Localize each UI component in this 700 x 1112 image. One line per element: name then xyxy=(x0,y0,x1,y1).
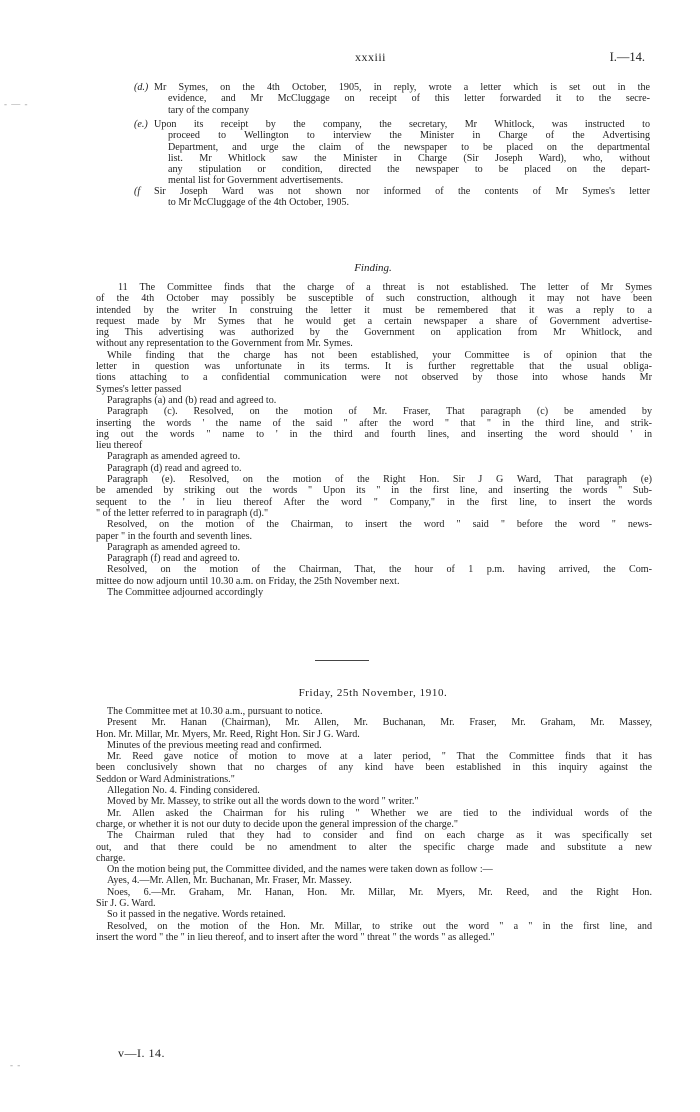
text-line: Paragraphs (a) and (b) read and agreed to. xyxy=(107,394,277,406)
text-line: Mr. Allen asked the Chairman for his ruling " Whether we are tied to the individual words of the xyxy=(107,807,652,819)
text-line: Allegation No. 4. Finding considered. xyxy=(107,785,260,797)
minutes-paragraph xyxy=(96,921,652,944)
minutes-paragraph xyxy=(96,864,652,875)
item-text xyxy=(154,186,650,209)
text-line: Present Mr. Hanan (Chairman), Mr. Allen, Mr. Buchanan, Mr. Fraser, Mr. Graham, Mr. Massey, xyxy=(107,717,652,729)
text-line: evidence, and Mr McCluggage on receipt of this letter forwarded it to the secre- xyxy=(168,93,650,105)
text-line: charge, or whether it is not our duty to decide upon the general impression of the charge." xyxy=(96,818,458,830)
minutes-paragraph xyxy=(96,808,652,831)
text-line: Mr. Reed gave notice of motion to move at a later period, " That the Committee finds that it has xyxy=(107,751,652,763)
minutes-paragraph xyxy=(96,751,652,785)
text-line: out, and that there could be no amendment to alter the specific charge made and substitute a new xyxy=(96,841,652,853)
finding-paragraph xyxy=(96,395,652,406)
item-text xyxy=(154,82,650,116)
text-line: any stipulation or condition, directed the newspaper to be placed on the depart- xyxy=(168,164,650,176)
finding-paragraph xyxy=(96,474,652,519)
text-line: Upon its receipt by the company, the secretary, Mr Whitlock, was instructed to xyxy=(154,119,650,130)
text-line: The Committee met at 10.30 a.m., pursuant to notice. xyxy=(107,706,323,717)
text-line: Moved by Mr. Massey, to strike out all the words down to the word " writer." xyxy=(107,796,419,808)
text-line: sequent to the ' in lieu thereof After the word " Company," in the first line, to insert the words xyxy=(96,496,652,508)
minutes-paragraph xyxy=(96,796,652,807)
margin-mark-top: - — - xyxy=(4,99,29,109)
minutes-paragraph xyxy=(96,887,652,910)
text-line: So it passed in the negative. Words retained. xyxy=(107,909,286,921)
text-line: Resolved, on the motion of the Chairman, That, the hour of 1 p.m. having arrived, the Com- xyxy=(107,564,652,576)
text-line: Mr Symes, on the 4th October, 1905, in reply, wrote a letter which is set out in the xyxy=(154,82,650,93)
item-label: (f xyxy=(134,186,141,197)
text-line: The Committee adjourned accordingly xyxy=(107,587,264,599)
text-line: Paragraph as amended agreed to. xyxy=(107,451,241,463)
text-line: Resolved, on the motion of the Hon. Mr. Millar, to strike out the word " a " in the first line, and xyxy=(107,920,652,932)
text-line: Paragraph as amended agreed to. xyxy=(107,541,241,553)
finding-heading: Finding. xyxy=(354,262,392,274)
item-f xyxy=(96,186,650,209)
finding-section xyxy=(96,282,652,598)
finding-paragraph xyxy=(96,553,652,564)
text-line: to Mr McCluggage of the 4th October, 1905. xyxy=(168,197,349,209)
text-line: paper " in the fourth and seventh lines. xyxy=(96,530,253,542)
friday-heading: Friday, 25th November, 1910. xyxy=(298,687,448,699)
finding-paragraph xyxy=(96,350,652,395)
finding-heading-wrap xyxy=(96,263,650,277)
minutes-paragraph xyxy=(96,830,652,864)
text-line: be amended by striking out the words " Upon its " in the first line, and inserting the words " Sub- xyxy=(96,485,652,497)
text-line: request made by Mr Symes that he would get a certain newspaper a share of Government advertise- xyxy=(96,315,652,327)
text-line: letter in question was unfortunate in its terms. It is further regrettable that the usual obliga- xyxy=(96,361,652,373)
text-line: Paragraph (d) read and agreed to. xyxy=(107,462,242,474)
finding-paragraph xyxy=(96,542,652,553)
page-header xyxy=(96,52,645,68)
text-line: ing out the words " name to ' in the third and fourth lines, and inserting the word should ' in xyxy=(96,428,652,440)
text-line: tions attaching to a confidential communication were not observed by those into whose hands Mr xyxy=(96,372,652,384)
text-line: Resolved, on the motion of the Chairman, to insert the word " said " before the word " news- xyxy=(107,519,652,531)
text-line: While finding that the charge has not been established, your Committee is of opinion that the xyxy=(107,349,652,361)
minutes-paragraph xyxy=(96,706,652,717)
text-line: Seddon or Ward Administrations." xyxy=(96,773,235,785)
text-line: The Chairman ruled that they had to consider and find on each charge as it was specifically set xyxy=(107,830,652,842)
finding-paragraph xyxy=(96,519,652,542)
text-line: Department, and urge the claim of the newspaper to be placed on the departmental xyxy=(168,141,650,153)
friday-section xyxy=(96,706,652,943)
finding-paragraph xyxy=(96,463,652,474)
page-number: xxxiii xyxy=(354,50,386,64)
text-line: without any representation to the Government from Mr. Symes. xyxy=(96,338,353,350)
text-line: " of the letter referred to in paragraph (d)." xyxy=(96,507,269,519)
finding-paragraph xyxy=(96,282,652,350)
text-line: Paragraph (f) read and agreed to. xyxy=(107,553,240,565)
text-line: inserting the words ' the name of the said " after the word " that " in the third line, and strik- xyxy=(96,417,652,429)
text-line: ing This advertising was authorized by the Government on application from Mr Whitlock, and xyxy=(96,327,652,339)
text-line: 11 The Committee finds that the charge of a threat is not established. The letter of Mr Symes xyxy=(118,282,652,293)
text-line: Noes, 6.—Mr. Graham, Mr. Hanan, Hon. Mr. Millar, Mr. Myers, Mr. Reed, and the Right Hon. xyxy=(107,886,652,898)
item-label: (e.) xyxy=(134,119,148,130)
text-line: of the 4th October may possibly be susceptible of such construction, although it may not have been xyxy=(96,293,652,305)
finding-paragraph xyxy=(96,451,652,462)
text-line: Paragraph (c). Resolved, on the motion of Mr. Fraser, That paragraph (c) be amended by xyxy=(107,406,652,418)
item-d xyxy=(96,82,650,116)
margin-mark-bottom: - - xyxy=(10,1060,22,1070)
text-line: Ayes, 4.—Mr. Allen, Mr. Buchanan, Mr. Fraser, Mr. Massey. xyxy=(107,875,352,887)
finding-paragraph xyxy=(96,587,652,598)
text-line: Sir J. G. Ward. xyxy=(96,898,156,910)
text-line: lieu thereof xyxy=(96,440,143,452)
text-line: Hon. Mr. Millar, Mr. Myers, Mr. Reed, Right Hon. Sir J G. Ward. xyxy=(96,728,360,740)
item-e xyxy=(96,119,650,187)
text-line: mittee do now adjourn until 10.30 a.m. on Friday, the 25th November next. xyxy=(96,575,400,587)
minutes-paragraph xyxy=(96,909,652,920)
friday-heading-wrap xyxy=(96,688,650,702)
minutes-paragraph xyxy=(96,785,652,796)
text-line: been conclusively shown that no charges of any kind have been established in this inquiry against the xyxy=(96,762,652,774)
finding-paragraph xyxy=(96,406,652,451)
minutes-paragraph xyxy=(96,740,652,751)
minutes-paragraph xyxy=(96,875,652,886)
item-text xyxy=(154,119,650,187)
text-line: Symes's letter passed xyxy=(96,383,182,395)
text-line: intended by the writer In construing the letter it must be remembered that it was a reply to a xyxy=(96,304,652,316)
text-line: proceed to Wellington to interview the Minister in Charge of the Advertising xyxy=(168,130,650,142)
document-reference: I.—14. xyxy=(609,50,645,64)
text-line: Minutes of the previous meeting read and confirmed. xyxy=(107,739,322,751)
text-line: Paragraph (e). Resolved, on the motion of the Right Hon. Sir J G Ward, That paragraph (e) xyxy=(107,474,652,486)
text-line: mental list for Government advertisements. xyxy=(168,175,344,187)
text-line: charge. xyxy=(96,852,126,864)
section-divider xyxy=(315,660,369,661)
finding-paragraph xyxy=(96,564,652,587)
minutes-paragraph xyxy=(96,717,652,740)
item-label: (d.) xyxy=(134,82,149,93)
signature-mark: v—I. 14. xyxy=(118,1046,165,1060)
text-line: Sir Joseph Ward was not shown nor informed of the contents of Mr Symes's letter xyxy=(154,186,650,197)
text-line: On the motion being put, the Committee divided, and the names were taken down as follow :— xyxy=(107,864,493,876)
text-line: list. Mr Whitlock saw the Minister in Charge (Sir Joseph Ward), who, without xyxy=(168,152,650,164)
text-line: tary of the company xyxy=(168,104,250,116)
text-line: insert the word " the " in lieu thereof, and to insert after the word " threat " the words " as alleged." xyxy=(96,931,495,943)
